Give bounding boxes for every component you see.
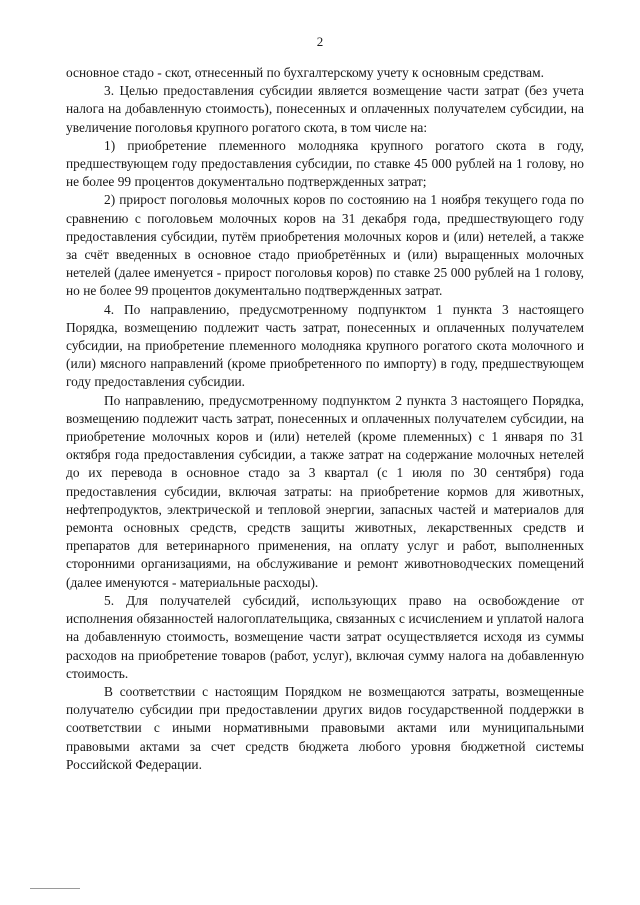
paragraph-item-5-exclusions: В соответствии с настоящим Порядком не возмещаются затраты, возмещенные получателю субсидии при предоставлении других видов государственной поддержки в соответствии с иными нормативными правовыми актами или муниципальными правовыми актами за счет средств бюджета любого уровня бюджетной системы Российской Федерации. xyxy=(66,683,584,772)
page-number: 2 xyxy=(316,34,324,49)
paragraph-item-4-direction-2: По направлению, предусмотренному подпунктом 2 пункта 3 настоящего Порядка, возмещению подлежит часть затрат, понесенных и оплаченных получателем субсидии, на приобретение молочных коров и (или) нетелей (кроме племенных) с 1 января по 31 октября года предоставления субсидии, а также затрат на содержание молочных нетелей до их перевода в основное стадо за 3 квартал (с 1 июля по 30 сентября) года предоставления субсидии, включая затраты: на приобретение кормов для животных, нефтепродуктов, электрической и тепловой энергии, запасных частей и материалов для ремонта основных средств, средств защиты животных, лекарственных средств и препаратов для ветеринарного применения, на оплату услуг и работ, выполненных сторонними организациями, на обслуживание и ремонт животноводческих помещений (далее именуются - материальные расходы). xyxy=(66,392,584,590)
paragraph-continuation: основное стадо - скот, отнесенный по бухгалтерскому учету к основным средствам. xyxy=(66,65,544,80)
paragraph-subitem-1: 1) приобретение племенного молодняка крупного рогатого скота в году, предшествующем году предоставления субсидии, по ставке 45 000 рублей на 1 голову, но не более 99 процентов документально подтвержденных затрат; xyxy=(66,137,584,190)
scan-edge-mark xyxy=(30,888,80,889)
paragraph-item-4: 4. По направлению, предусмотренному подпунктом 1 пункта 3 настоящего Порядка, возмещению подлежит часть затрат, понесенных и оплаченных получателем субсидии, на приобретение племенного молодняка крупного рогатого скота молочного и (или) мясного направлений (кроме приобретенного по импорту) в году, предшествующем году предоставления субсидии. xyxy=(66,301,584,390)
paragraph-subitem-2: 2) прирост поголовья молочных коров по состоянию на 1 ноября текущего года по сравнению с поголовьем молочных коров на 31 декабря года, предшествующего году предоставления субсидии, путём приобретения молочных коров и (или) нетелей, а также за счёт введенных в основное стадо приобретённых и (или) выращенных молочных нетелей (далее именуется - прирост поголовья коров) по ставке 25 000 рублей на 1 голову, но не более 99 процентов документально подтвержденных затрат. xyxy=(66,192,584,299)
document-body xyxy=(66,64,584,774)
paragraph-item-3: 3. Целью предоставления субсидии является возмещение части затрат (без учета налога на добавленную стоимость), понесенных и оплаченных получателем субсидии, на увеличение поголовья крупного рогатого скота, в том числе на: xyxy=(66,83,584,135)
paragraph-item-5: 5. Для получателей субсидий, использующих право на освобождение от исполнения обязанностей налогоплательщика, связанных с исчислением и уплатой налога на добавленную стоимость, возмещение части затрат осуществляется исходя из суммы расходов на приобретение товаров (работ, услуг), включая сумму налога на добавленную стоимость. xyxy=(66,592,584,681)
